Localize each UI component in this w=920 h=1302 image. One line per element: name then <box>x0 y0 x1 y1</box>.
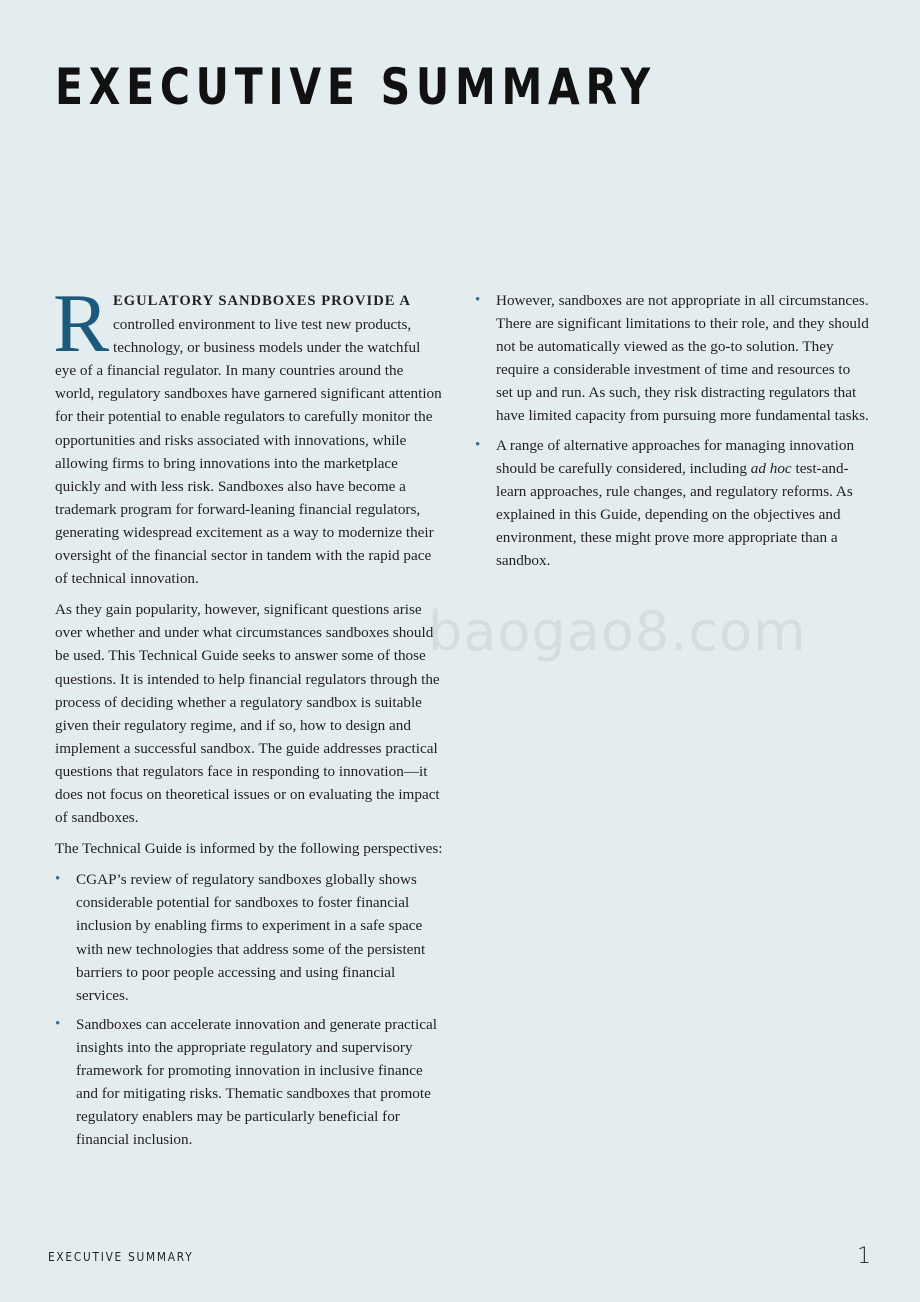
list-item <box>475 434 870 573</box>
page-number: 1 <box>857 1244 871 1269</box>
list-item-text-start: A range of alternative approaches for managing innovation should be carefully considered, including <box>496 436 855 477</box>
list-item-text: However, sandboxes are not appropriate in all circumstances. There are significant limitations to their role, and they should not be automatically viewed as the go-to solution. They require a considerable investment of time and resources to set up and run. As such, they risk distracting regulators that have limited capacity from pursuing more fundamental tasks. <box>496 292 869 425</box>
list-item <box>55 1013 445 1152</box>
list-item <box>55 868 445 1007</box>
bullet-icon: • <box>475 292 481 308</box>
perspectives-list <box>55 868 445 1151</box>
list-item-text: CGAP’s review of regulatory sandboxes globally shows considerable potential for sandboxes to foster financial inclusion by enabling firms to experiment in a safe space with new technologies that address some of the persistent barriers to poor people accessing and using financial services. <box>76 871 426 1004</box>
italic-term: ad hoc <box>750 459 792 477</box>
paragraph-perspectives: The Technical Guide is informed by the following perspectives: <box>55 840 443 858</box>
limitations-list <box>475 289 870 572</box>
lead-text: controlled environment to live test new products, technology, or business models under the watchful eye of a financial regulator. In many countries around the world, regulatory sandboxes have garnered significant attention for their potential to enable regulators to carefully monitor the opportunities and risks associated with innovations, while allowing firms to bring innovations into the marketplace quickly and with less risk. Sandboxes also have become a trademark program for forward-leaning financial regulators, generating widespread excitement as a way to modernize their oversight of the financial sector in tandem with the rapid pace of technical innovation. <box>55 316 442 588</box>
lead-caps: EGULATORY SANDBOXES PROVIDE A <box>113 293 411 309</box>
paragraph-popularity: As they gain popularity, however, significant questions arise over whether and under what circumstances sandboxes should be used. This Technical Guide seeks to answer some of those questions. It is intended to help financial regulators through the process of deciding whether a regulatory sandbox is suitable given their regulatory regime, and if so, how to design and implement a successful sandbox. The guide addresses practical questions that regulators face in responding to innovation—it does not focus on theoretical issues or on evaluating the impact of sandboxes. <box>55 601 440 827</box>
list-item-text-end: test-and-learn approaches, rule changes, and regulatory reforms. As explained in this Guide, depending on the objectives and environment, these might prove more appropriate than a sandbox. <box>496 459 853 570</box>
page-title: EXECUTIVE SUMMARY <box>55 58 656 116</box>
dropcap: R <box>53 277 110 370</box>
left-column <box>53 277 445 1157</box>
bullet-icon: • <box>55 1015 61 1032</box>
list-item-text: Sandboxes can accelerate innovation and generate practical insights into the appropriate regulatory and supervisory framework for promoting innovation in inclusive finance and for mitigating risks. Thematic sandboxes that promote regulatory enablers may be particularly beneficial for financial inclusion. <box>76 1015 437 1149</box>
watermark: baogao8.com <box>428 600 807 663</box>
bullet-icon: • <box>475 436 481 453</box>
footer-section-label: EXECUTIVE SUMMARY <box>48 1250 194 1264</box>
lead-paragraph <box>53 277 445 590</box>
right-column <box>475 289 870 578</box>
list-item <box>475 289 870 428</box>
bullet-icon: • <box>55 871 61 888</box>
